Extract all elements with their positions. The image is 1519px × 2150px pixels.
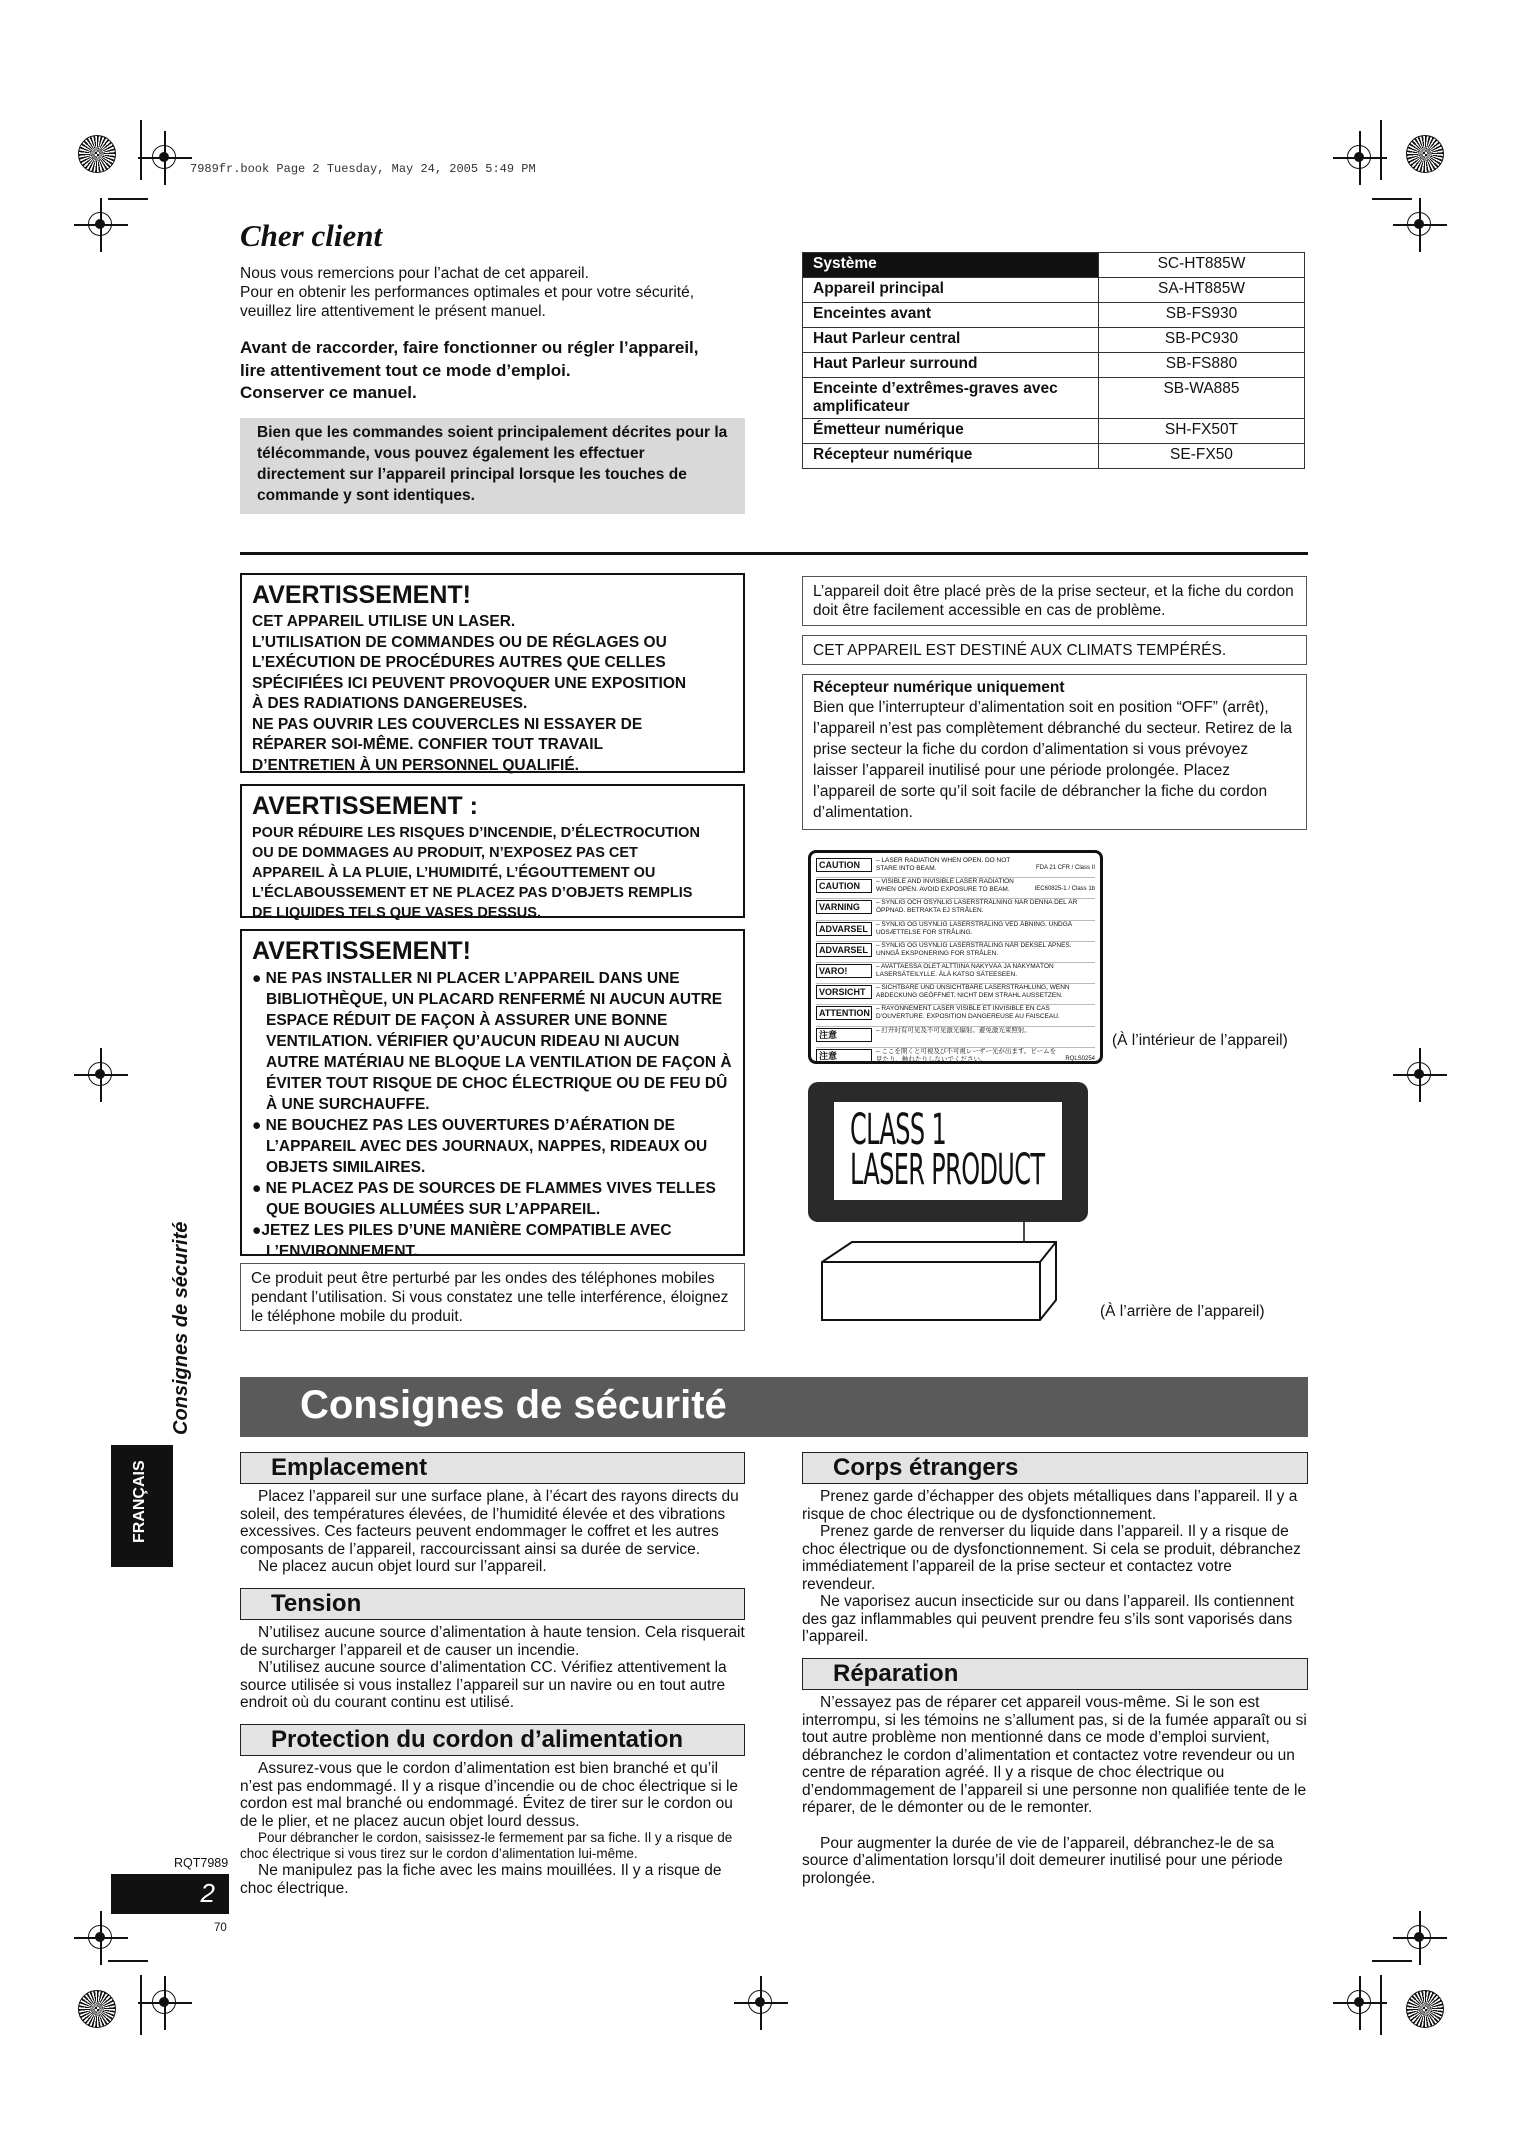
receiver-note: [802, 674, 1307, 830]
label-row-text: – VISIBLE AND INVISIBLE LASER RADIATION WHEN OPEN. AVOID EXPOSURE TO BEAM.: [876, 878, 1014, 894]
table-cell: Haut Parleur surround: [803, 353, 1099, 378]
warning-ventilation: [240, 929, 745, 1260]
table-cell: Appareil principal: [803, 278, 1099, 303]
registration-mark: [1407, 1062, 1433, 1088]
label-row-tag: ADVARSEL: [816, 943, 872, 957]
label-row-text: – SYNLIG OG USYNLIG LASERSTRÅLING VED ÅBNING. UNDGÅ UDSÆTTELSE FOR STRÅLING.: [876, 920, 1073, 936]
label-row-text: – SICHTBARE UND UNSICHTBARE LASERSTRAHLUNG, WENN ABDECKUNG GEÖFFNET. NICHT DEM STRAHL AUSSETZEN.: [876, 984, 1070, 1000]
cordon-text: [240, 1760, 745, 1897]
label-row-tag: 注意: [816, 1049, 872, 1063]
page-number-box: [111, 1874, 229, 1914]
side-section-text: Consignes de sécurité: [170, 1221, 192, 1435]
class1-line2: LASER PRODUCT: [850, 1145, 1045, 1195]
rosette-top-right: [1406, 135, 1444, 173]
registration-mark: [88, 1062, 114, 1088]
class1-label: [808, 1082, 1088, 1222]
system-table: [802, 252, 1305, 469]
safety-banner: [240, 1377, 1308, 1437]
paragraph: Ne vaporisez aucun insecticide sur ou dans l’appareil. Ils contiennent des gaz inflammables qui peuvent prendre feu s’ils sont vaporisés dans l’appareil.: [802, 1593, 1294, 1645]
class1-line1: CLASS 1: [850, 1105, 947, 1155]
intro-para-2: Pour en obtenir les performances optimales et pour votre sécurité, veuillez lire attentivement le présent manuel.: [240, 284, 695, 320]
table-cell: SB-FS880: [1099, 353, 1305, 378]
registration-mark: [1347, 1990, 1373, 2016]
label-row-text: – AVATTAESSA OLET ALTTIINA NÄKYVÄÄ JA NÄKYMÄTÖN LASERSÄTEILYLLE. ÄLÄ KATSO SÄTEESEEN.: [876, 962, 1054, 978]
table-cell: SH-FX50T: [1099, 419, 1305, 444]
table-row: [803, 303, 1305, 328]
registration-mark: [748, 1990, 774, 2016]
label-row-extra: IEC60825-1 / Class 1b: [1034, 886, 1095, 893]
class1-label-inner: [834, 1102, 1062, 1200]
table-cell: SA-HT885W: [1099, 278, 1305, 303]
paragraph: Pour débrancher le cordon, saisissez-le fermement par sa fiche. Il y a risque de choc électrique si vous tirez sur le cordon d’alimentation lui-même.: [240, 1830, 733, 1861]
label-row-text: – LASER RADIATION WHEN OPEN. DO NOT STARE INTO BEAM.: [876, 857, 1011, 872]
emplacement-text: [240, 1488, 745, 1576]
page-number: 2: [200, 1878, 215, 1908]
language-tab: [111, 1445, 173, 1567]
warning-title: AVERTISSEMENT!: [252, 937, 471, 965]
table-cell: Enceinte d’extrêmes-graves avec amplificateur: [803, 378, 1099, 419]
label-row: [816, 921, 1095, 942]
table-row: [803, 253, 1305, 278]
safety-banner-title: Consignes de sécurité: [300, 1383, 727, 1427]
table-cell: SB-PC930: [1099, 328, 1305, 353]
paragraph: N’utilisez aucune source d’alimentation à haute tension. Cela risquerait de surcharger l’appareil et de causer un incendie.: [240, 1624, 745, 1659]
receiver-note-text: Bien que l’interrupteur d’alimentation soit en position “OFF” (arrêt), l’appareil n’est pas complètement débranché du secteur. Retirez de la prise secteur la fiche du cordon d’alimentation si vous prévoyez laisser l’appareil inutilisé pour une période prolongée. Placez l’appareil de sorte qu’il soit facile de débrancher la fiche du cordon d’alimentation.: [813, 699, 1293, 821]
laser-caution-label: [808, 850, 1103, 1064]
warning-title: AVERTISSEMENT :: [252, 792, 478, 820]
label-row-tag: CAUTION: [816, 858, 872, 872]
paragraph: Placez l’appareil sur une surface plane, à l’écart des rayons directs du soleil, des températures élevées, de l’humidité élevée et des vibrations excessives. Ces facteurs peuvent endommager le coffret et les autres composants de l’appareil, raccourcissant ainsi sa durée de service.: [240, 1488, 739, 1558]
label-row-tag: ADVARSEL: [816, 922, 872, 936]
paragraph: N’essayez pas de réparer cet appareil vous-même. Si le son est interrompu, si les témoins ne s’allument pas, si de la fumée apparaît ou si tout autre problème non mentionné dans ce mode d’emploi survient, débranchez le cordon d’alimentation et contactez votre revendeur ou un centre de réparation agréé. Il y a risque de choc électrique ou d’endommagement de l’appareil si une personne non qualifiée tente de le réparer, de le démonter ou de le remonter.: [802, 1694, 1307, 1816]
caption-back: (À l’arrière de l’appareil): [1100, 1303, 1265, 1320]
label-row-tag: VORSICHT: [816, 985, 872, 999]
list-item: ●JETEZ LES PILES D’UNE MANIÈRE COMPATIBLE AVEC L’ENVIRONNEMENT.: [252, 1222, 672, 1260]
intro-bold-notice: [240, 337, 760, 405]
label-row-tag: VARNING: [816, 900, 872, 914]
page-title: Cher client: [240, 218, 383, 253]
registration-mark: [152, 145, 178, 171]
tension-text: [240, 1624, 745, 1712]
intro-para-1: Nous vous remercions pour l’achat de cet appareil.: [240, 265, 589, 282]
section-cordon: Protection du cordon d’alimentation: [240, 1724, 745, 1756]
warning-fire: [240, 784, 745, 921]
receiver-note-title: Récepteur numérique uniquement: [813, 679, 1065, 696]
device-rear-illustration: [812, 1222, 1072, 1332]
remote-note: Bien que les commandes soient principalement décrites pour la télécommande, vous pouvez également les effectuer directement sur l’appareil principal lorsque les touches de commande y sont identiques.: [240, 418, 745, 514]
label-row-text: – SYNLIG OG USYNLIG LASERSTRÅLING NÅR DEKSEL ÅPNES. UNNGÅ EKSPONERING FOR STRÅLEN.: [876, 941, 1072, 957]
warning-text: POUR RÉDUIRE LES RISQUES D’INCENDIE, D’ÉLECTROCUTION OU DE DOMMAGES AU PRODUIT, N’EXPOSEZ PAS CET APPAREIL À LA PLUIE, L’HUMIDITÉ, L’ÉGOUTTEMENT OU L’ÉCLABOUSSEMENT ET NE PLACEZ PAS D’OBJETS REMPLIS DE LIQUIDES TELS QUE VASES DESSUS.: [252, 825, 700, 921]
table-row: [803, 378, 1305, 419]
label-row: [816, 878, 1095, 899]
label-row: [816, 984, 1095, 1005]
label-row: [816, 963, 1095, 984]
label-row-text: – RAYONNEMENT LASER VISIBLE ET INVISIBLE EN CAS D’OUVERTURE. EXPOSITION DANGEREUSE AU FAISCEAU.: [876, 1005, 1060, 1021]
reparation-text: [802, 1694, 1308, 1887]
paragraph: Ne placez aucun objet lourd sur l’appareil.: [258, 1558, 547, 1575]
section-reparation: Réparation: [802, 1658, 1308, 1690]
list-item: ● NE PAS INSTALLER NI PLACER L’APPAREIL DANS UNE BIBLIOTHÈQUE, UN PLACARD RENFERMÉ NI AUCUN AUTRE ESPACE RÉDUIT DE FAÇON À ASSURER UNE BONNE VENTILATION. VÉRIFIER QU’AUCUN RIDEAU NI AUCUN AUTRE MATÉRIAU NE BLOQUE LA VENTILATION DE FAÇON À ÉVITER TOUT RISQUE DE CHOC ÉLECTRIQUE OU DE FEU DÛ À UNE SURCHAUFFE.: [252, 970, 732, 1113]
warning-text: CET APPAREIL UTILISE UN LASER. L’UTILISATION DE COMMANDES OU DE RÉGLAGES OU L’EXÉCUTION DE PROCÉDURES AUTRES QUE CELLES SPÉCIFIÉES ICI PEUVENT PROVOQUER UNE EXPOSITION À DES RADIATIONS DANGEREUSES. NE PAS OUVRIR LES COUVERCLES NI ESSAYER DE RÉPARER SOI-MÊME. CONFIER TOUT TRAVAIL D’ENTRETIEN À UN PERSONNEL QUALIFIÉ.: [252, 613, 687, 774]
table-row: [803, 278, 1305, 303]
registration-mark: [1347, 145, 1373, 171]
table-cell: Système: [803, 253, 1099, 278]
label-row-text: – 打开时有可见及不可见激光辐射。避免激光束照射。: [876, 1026, 1031, 1034]
table-cell: SE-FX50: [1099, 444, 1305, 469]
table-row: [803, 444, 1305, 469]
section-corps-etrangers: Corps étrangers: [802, 1452, 1308, 1484]
paragraph: Ne manipulez pas la fiche avec les mains mouillées. Il y a risque de choc électrique.: [240, 1862, 722, 1897]
label-row: [816, 942, 1095, 963]
table-cell: Émetteur numérique: [803, 419, 1099, 444]
label-row: [816, 1027, 1095, 1048]
caption-inside: (À l’intérieur de l’appareil): [1112, 1032, 1288, 1049]
label-row: [816, 1005, 1095, 1026]
bold-line: lire attentivement tout ce mode d’emploi.: [240, 360, 571, 380]
registration-mark: [1407, 1925, 1433, 1951]
doc-code: RQT7989: [174, 1856, 229, 1870]
language-tab-label: FRANÇAIS: [131, 1460, 148, 1543]
warning-title: AVERTISSEMENT!: [252, 581, 471, 609]
bold-line: Conserver ce manuel.: [240, 383, 417, 402]
table-cell: SB-WA885: [1099, 378, 1305, 419]
label-row-extra: RQLS0254: [1065, 1055, 1095, 1062]
climate-note: CET APPAREIL EST DESTINÉ AUX CLIMATS TEMPÉRÉS.: [802, 635, 1307, 665]
plug-note: L’appareil doit être placé près de la prise secteur, et la fiche du cordon doit être facilement accessible en cas de problème.: [802, 576, 1307, 626]
section-tension: Tension: [240, 1588, 745, 1620]
registration-mark: [88, 212, 114, 238]
list-item: ● NE BOUCHEZ PAS LES OUVERTURES D’AÉRATION DE L’APPAREIL AVEC DES JOURNAUX, NAPPES, RIDEAUX OU OBJETS SIMILAIRES.: [252, 1117, 708, 1176]
table-row: [803, 353, 1305, 378]
table-cell: Enceintes avant: [803, 303, 1099, 328]
label-row: [816, 1048, 1095, 1068]
side-section-label: [170, 1205, 200, 1435]
registration-mark: [152, 1990, 178, 2016]
paragraph: Prenez garde d’échapper des objets métalliques dans l’appareil. Il y a risque de choc électrique ou de dysfonctionnement.: [802, 1488, 1298, 1523]
class1-text: [850, 1105, 1045, 1195]
table-row: [803, 419, 1305, 444]
table-cell: SC-HT885W: [1099, 253, 1305, 278]
label-row-extra: FDA 21 CFR / Class II: [1035, 865, 1095, 871]
label-row-tag: VARO!: [816, 964, 872, 978]
sub-page-number: 70: [214, 1922, 227, 1934]
label-row: [816, 857, 1095, 878]
label-row-tag: ATTENTION: [816, 1006, 872, 1020]
paragraph: Assurez-vous que le cordon d’alimentation est bien branché et qu’il n’est pas endommagé. Il y a risque d’incendie ou de choc électrique si le cordon est mal branché ou endommagé. Évitez de tirer sur le cordon ou de le plier, et ne placez aucun objet lourd dessus.: [240, 1760, 739, 1830]
paragraph: Pour augmenter la durée de vie de l’appareil, débranchez-le de sa source d’alimentation lorsqu’il doit demeurer inutilisé pour une période prolongée.: [802, 1834, 1283, 1887]
label-row-text: – SYNLIG OCH OSYNLIG LASERSTRÅLNING NÄR DENNA DEL ÄR ÖPPNAD. BETRAKTA EJ STRÅLEN.: [876, 899, 1078, 915]
label-row: [816, 899, 1095, 920]
phone-note: Ce produit peut être perturbé par les ondes des téléphones mobiles pendant l’utilisation. Si vous constatez une telle interférence, éloignez le téléphone mobile du produit.: [240, 1263, 745, 1331]
table-cell: SB-FS930: [1099, 303, 1305, 328]
label-row-text: – ここを開くと可視及び不可視レーザー光が出ます。ビームを見たり、触れたりしないでください。: [876, 1047, 1057, 1063]
label-row-tag: 注意: [816, 1028, 872, 1042]
divider: [240, 552, 1308, 555]
bold-line: Avant de raccorder, faire fonctionner ou régler l’appareil,: [240, 338, 699, 357]
book-info: 7989fr.book Page 2 Tuesday, May 24, 2005 5:49 PM: [190, 162, 536, 176]
table-cell: Haut Parleur central: [803, 328, 1099, 353]
rosette-bottom-left: [78, 1990, 116, 2028]
corps-text: [802, 1488, 1308, 1646]
paragraph: Prenez garde de renverser du liquide dans l’appareil. Il y a risque de choc électrique ou de dysfonctionnement. Si cela se produit, débranchez immédiatement l’appareil de la prise secteur et contactez votre revendeur.: [802, 1523, 1301, 1593]
intro-text: [240, 264, 745, 321]
registration-mark: [88, 1925, 114, 1951]
label-row-tag: CAUTION: [816, 879, 872, 893]
rosette-bottom-right: [1406, 1990, 1444, 2028]
registration-mark: [1407, 212, 1433, 238]
warning-laser: [240, 573, 745, 773]
section-emplacement: Emplacement: [240, 1452, 745, 1484]
paragraph: N’utilisez aucune source d’alimentation CC. Vérifiez attentivement la source utilisée si vous installez l’appareil sur un navire ou en tout autre endroit où du courant continu est utilisé.: [240, 1659, 727, 1711]
table-cell: Récepteur numérique: [803, 444, 1099, 469]
table-row: [803, 328, 1305, 353]
list-item: ● NE PLACEZ PAS DE SOURCES DE FLAMMES VIVES TELLES QUE BOUGIES ALLUMÉES SUR L’APPAREIL.: [252, 1180, 716, 1218]
warning-bullets: [252, 968, 733, 1262]
rosette-top-left: [78, 135, 116, 173]
